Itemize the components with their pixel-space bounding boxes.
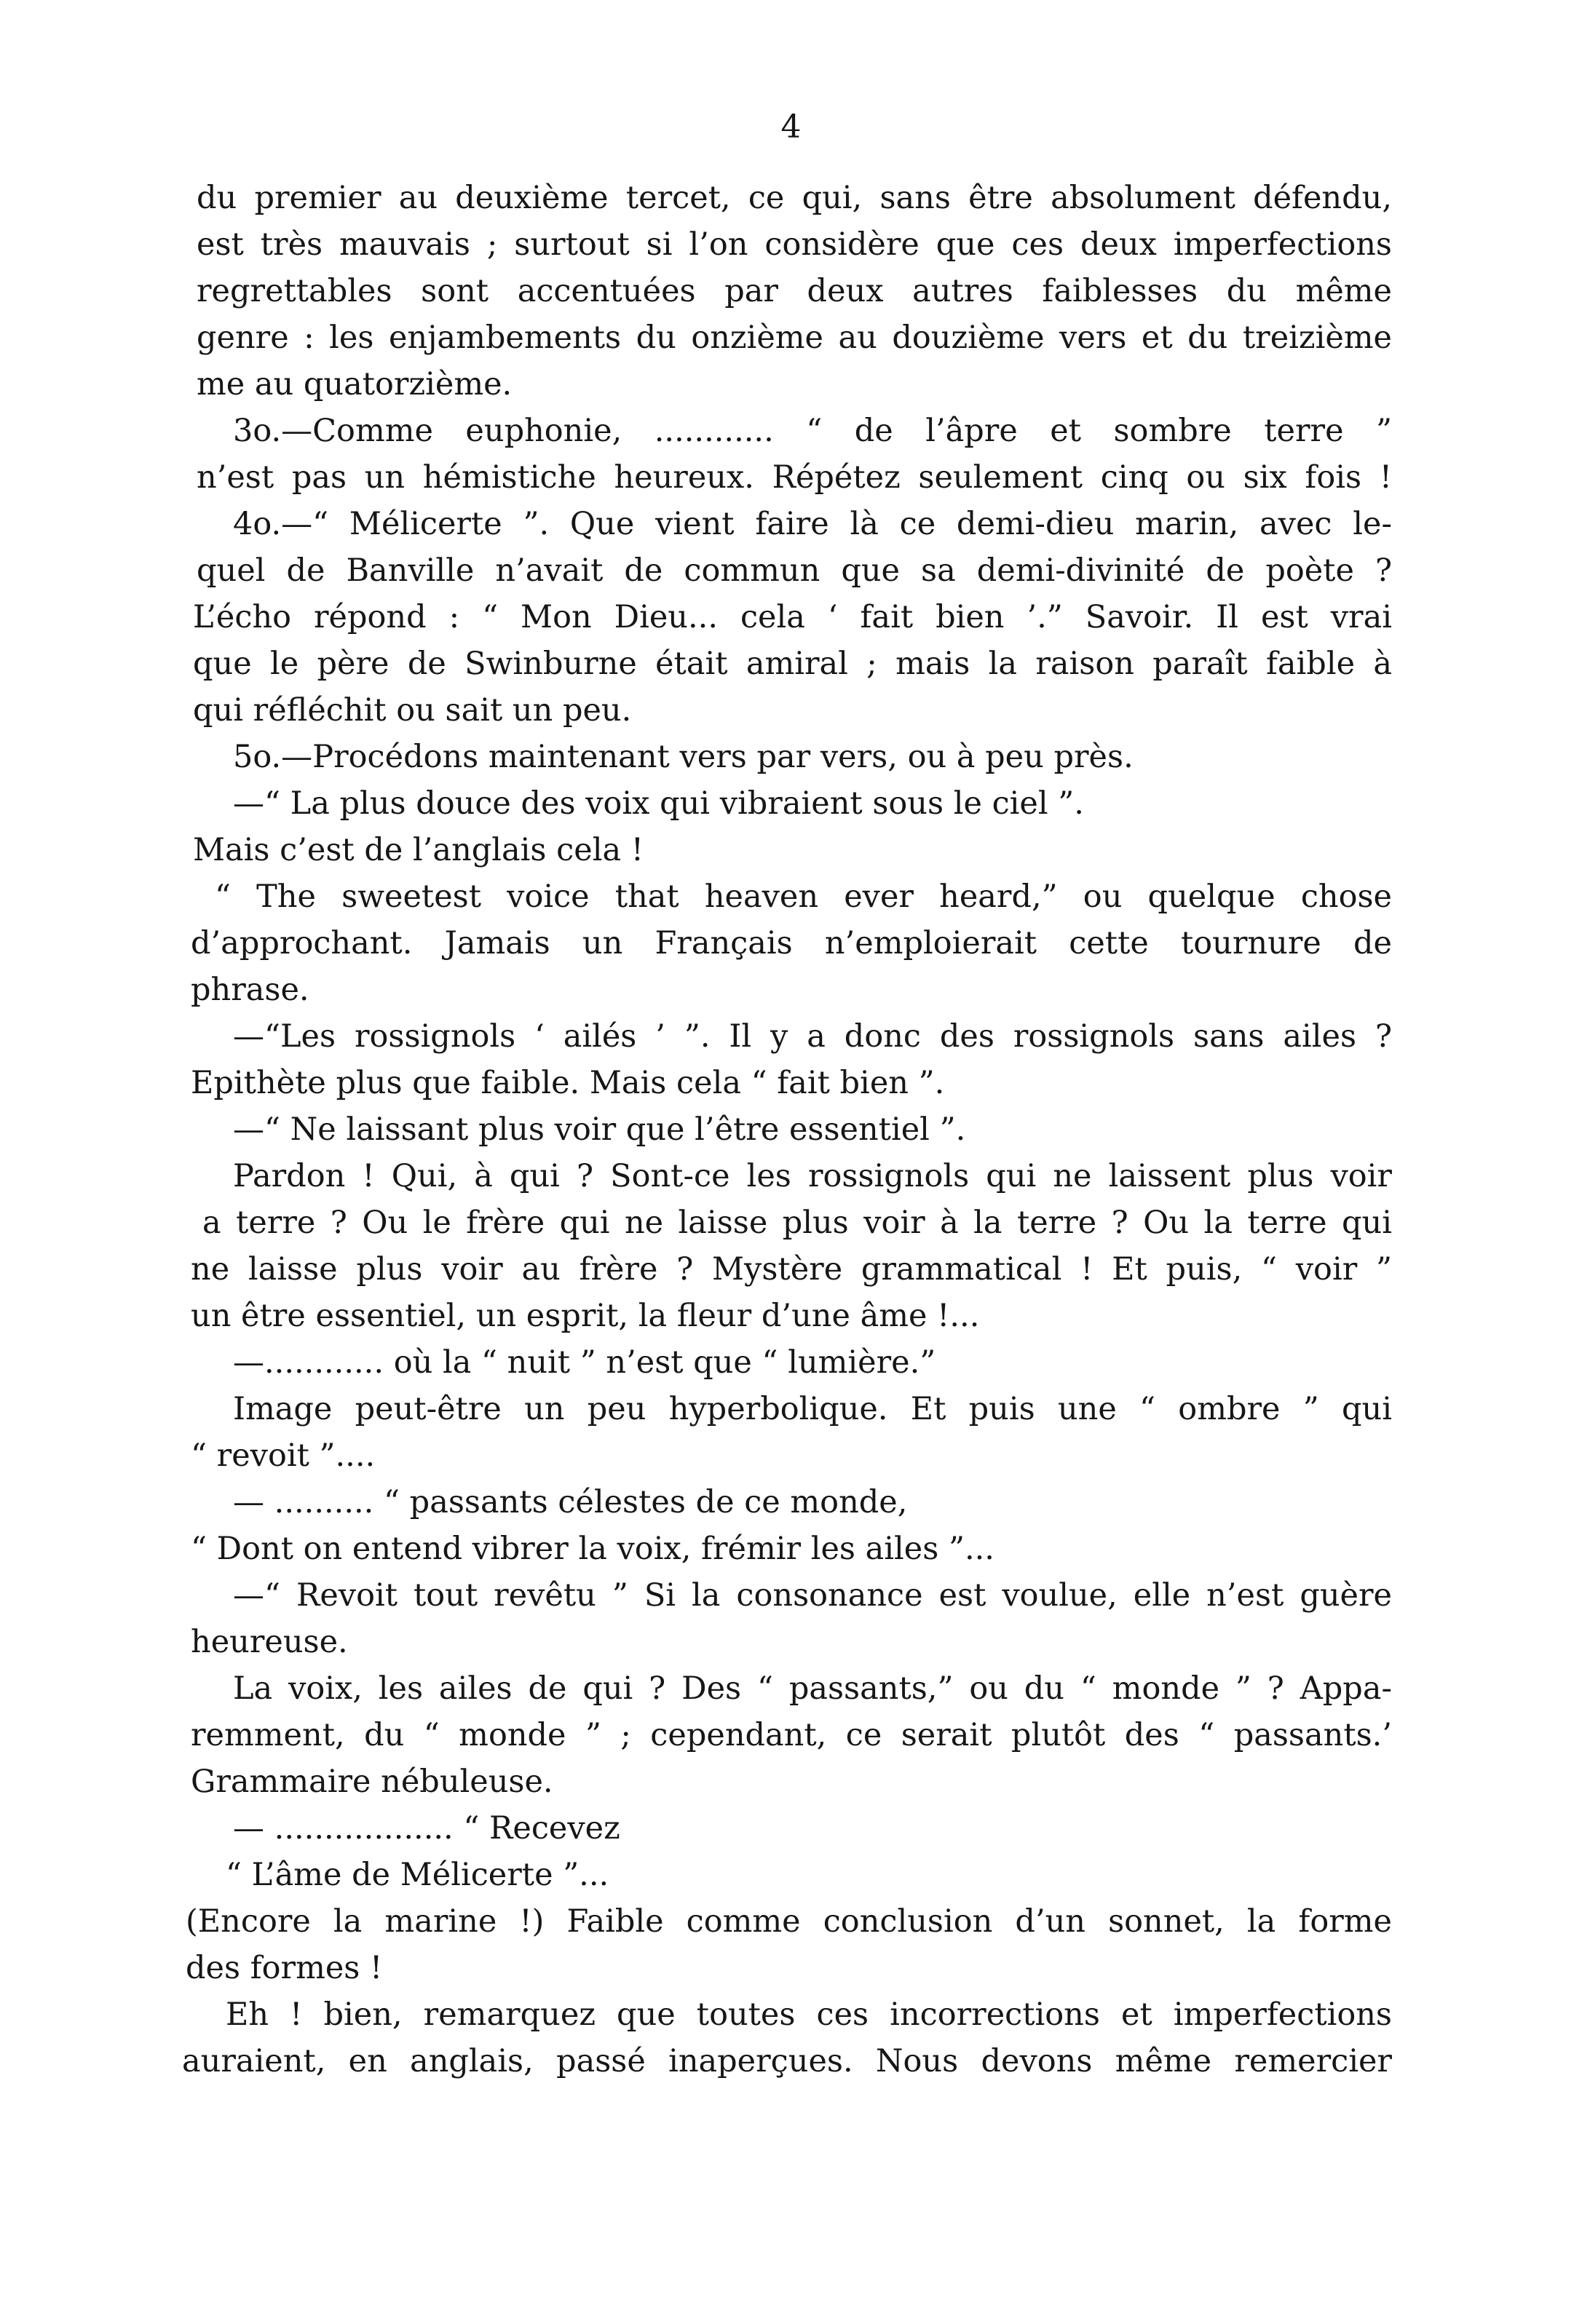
text-line: “ revoit ”....: [191, 1437, 376, 1474]
text-line: L’écho répond : “ Mon Dieu... cela ‘ fait bien ’.” Savoir. Il est vrai: [193, 599, 1392, 635]
text-line: quel de Banville n’avait de commun que sa demi-divinité de poète ?: [197, 552, 1392, 589]
text-line: n’est pas un hémistiche heureux. Répétez seulement cinq ou six fois !: [197, 459, 1392, 496]
text-line: des formes !: [186, 1950, 383, 1986]
text-line: ne laisse plus voir au frère ? Mystère grammatical ! Et puis, “ voir ”: [191, 1251, 1392, 1288]
text-line: a terre ? Ou le frère qui ne laisse plus voir à la terre ? Ou la terre qui: [202, 1205, 1392, 1241]
text-line: —“ Revoit tout revêtu ” Si la consonance est voulue, elle n’est guère: [233, 1577, 1392, 1614]
text-line: genre : les enjambements du onzième au douzième vers et du treizième: [197, 320, 1392, 356]
text-line: auraient, en anglais, passé inaperçues. Nous devons même remercier: [182, 2043, 1392, 2079]
text-line: —“ Ne laissant plus voir que l’être essentiel ”.: [233, 1111, 966, 1148]
text-line: —“Les rossignols ‘ ailés ’ ”. Il y a donc des rossignols sans ailes ?: [233, 1018, 1392, 1055]
page-number: 4: [780, 108, 802, 146]
text-line: remment, du “ monde ” ; cependant, ce serait plutôt des “ passants.’: [191, 1717, 1392, 1753]
text-line: La voix, les ailes de qui ? Des “ passants,” ou du “ monde ” ? Appa-: [233, 1670, 1392, 1707]
text-line: Grammaire nébuleuse.: [191, 1764, 553, 1800]
text-line: qui réfléchit ou sait un peu.: [193, 692, 632, 729]
text-line: Image peut-être un peu hyperbolique. Et puis une “ ombre ” qui: [233, 1391, 1392, 1427]
text-line: —............ où la “ nuit ” n’est que “ lumière.”: [233, 1344, 936, 1381]
text-line: —“ La plus douce des voix qui vibraient sous le ciel ”.: [233, 785, 1084, 822]
text-line: Epithète plus que faible. Mais cela “ fait bien ”.: [191, 1065, 945, 1101]
text-line: 5o.—Procédons maintenant vers par vers, ou à peu près.: [233, 739, 1134, 775]
text-line: 4o.—“ Mélicerte ”. Que vient faire là ce demi-dieu marin, avec le-: [233, 506, 1392, 542]
text-line: “ Dont on entend vibrer la voix, frémir les ailes ”...: [191, 1531, 994, 1567]
text-line: que le père de Swinburne était amiral ; mais la raison paraît faible à: [193, 646, 1392, 682]
text-line: “ L’âme de Mélicerte ”...: [226, 1857, 609, 1893]
text-line: regrettables sont accentuées par deux autres faiblesses du même: [197, 273, 1392, 309]
text-line: — .......... “ passants célestes de ce monde,: [233, 1484, 908, 1520]
text-line: d’approchant. Jamais un Français n’emploierait cette tournure de: [191, 925, 1392, 961]
text-line: phrase.: [191, 972, 309, 1008]
text-line: Eh ! bien, remarquez que toutes ces incorrections et imperfections: [226, 1996, 1392, 2033]
text-line: “ The sweetest voice that heaven ever heard,” ou quelque chose: [215, 879, 1392, 915]
text-line: du premier au deuxième tercet, ce qui, sans être absolument défendu,: [197, 180, 1392, 216]
text-line: un être essentiel, un esprit, la fleur d’une âme !...: [191, 1298, 980, 1334]
text-line: — .................. “ Recevez: [233, 1810, 620, 1847]
text-line: est très mauvais ; surtout si l’on considère que ces deux imperfections: [197, 226, 1392, 263]
text-line: heureuse.: [191, 1624, 348, 1660]
text-line: me au quatorzième.: [197, 366, 513, 402]
text-line: Pardon ! Qui, à qui ? Sont-ce les rossignols qui ne laissent plus voir: [233, 1158, 1392, 1194]
text-line: Mais c’est de l’anglais cela !: [193, 832, 644, 868]
text-line: (Encore la marine !) Faible comme conclusion d’un sonnet, la forme: [186, 1903, 1392, 1940]
text-line: 3o.—Comme euphonie, ............ “ de l’âpre et sombre terre ”: [233, 413, 1392, 449]
